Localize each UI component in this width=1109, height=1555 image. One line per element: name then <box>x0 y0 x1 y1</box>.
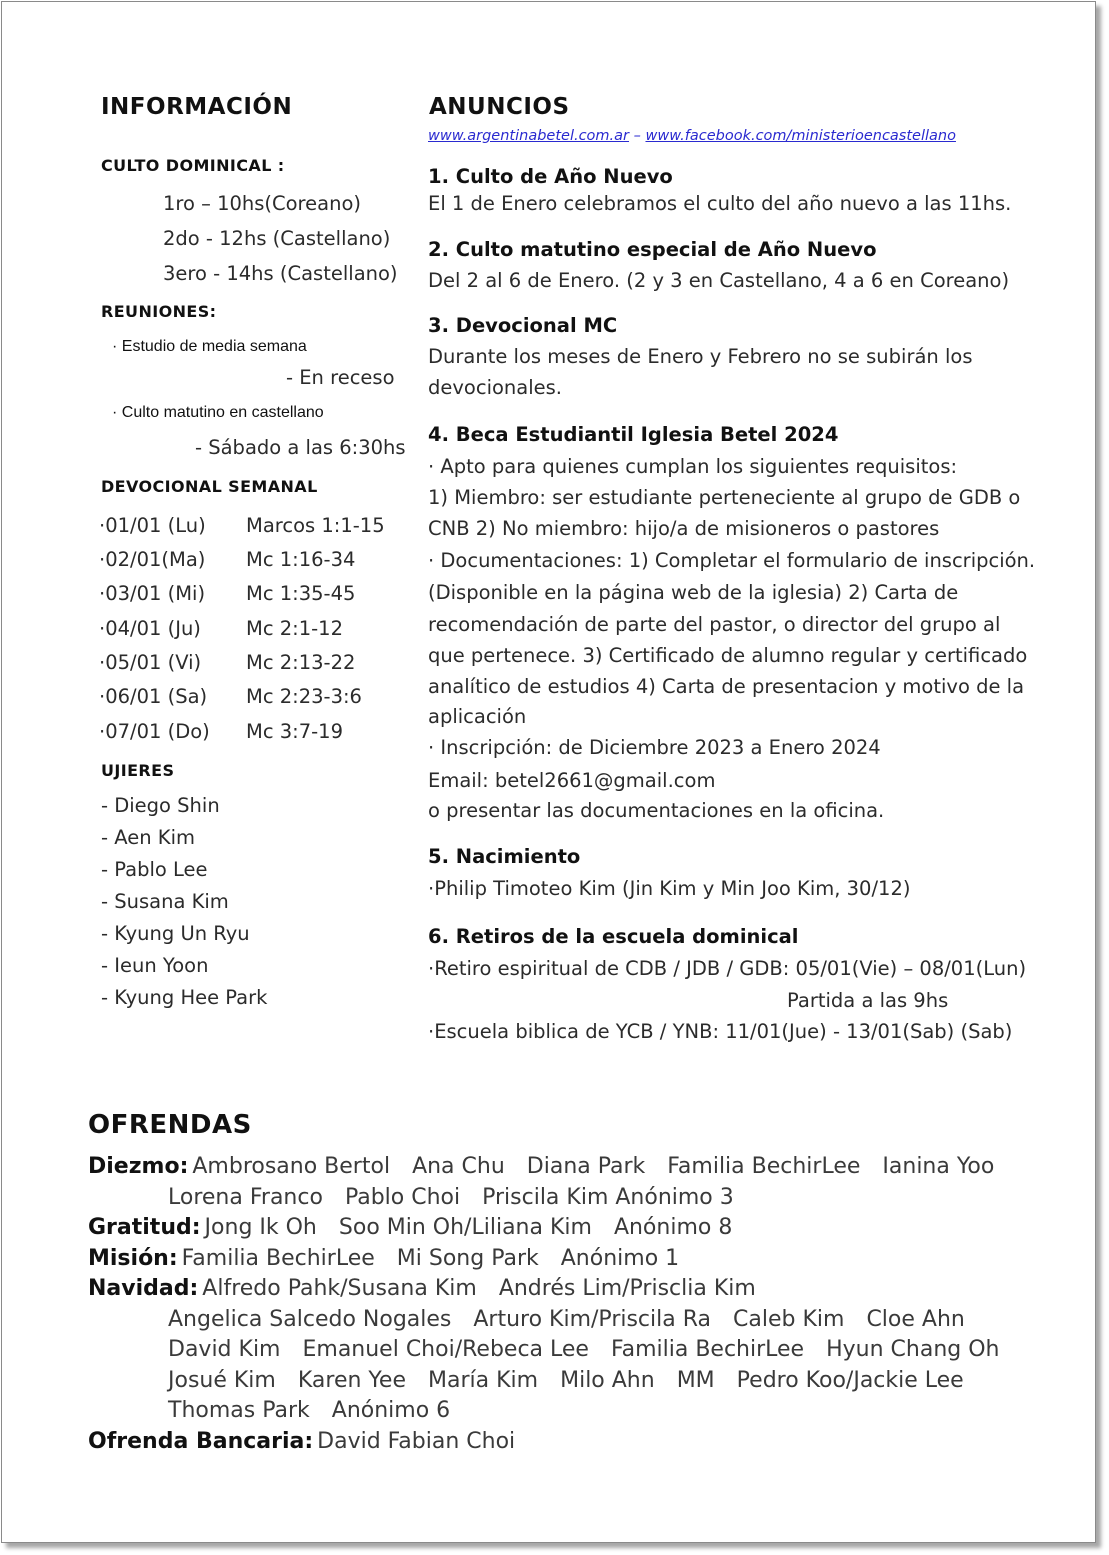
ofrenda-name: Diana Park <box>526 1154 646 1179</box>
anuncio-line: recomendación de parte del pastor, o director del grupo al <box>428 613 1001 636</box>
ofrenda-name: Alfredo Pahk/Susana Kim <box>202 1276 477 1301</box>
ujier-item: - Aen Kim <box>101 826 195 849</box>
anuncio-line: Del 2 al 6 de Enero. (2 y 3 en Castellano, 4 a 6 en Coreano) <box>428 269 1010 292</box>
ofrenda-name: María Kim <box>428 1367 539 1393</box>
ofrenda-name: Pablo Choi <box>344 1184 461 1210</box>
ofrenda-name: Priscila Kim Anónimo 3 <box>482 1184 734 1210</box>
anuncio-line: devocionales. <box>428 376 562 399</box>
devocional-ref: Mc 2:23-3:6 <box>246 685 362 708</box>
anuncio-line: ·Retiro espiritual de CDB / JDB / GDB: 05/01(Vie) – 08/01(Lun) <box>428 957 1027 980</box>
ofrenda-row <box>168 1337 1021 1362</box>
ofrenda-name: Soo Min Oh/Liliana Kim <box>338 1215 592 1240</box>
ofrenda-name: Lorena Franco <box>168 1184 323 1210</box>
ofrenda-name: Familia BechirLee <box>181 1245 375 1271</box>
devocional-ref: Marcos 1:1-15 <box>246 514 385 537</box>
reunion-name: · Estudio de media semana <box>112 338 307 355</box>
anuncio-line: (Disponible en la página web de la iglesia) 2) Carta de <box>428 581 959 604</box>
ofrenda-name: Caleb Kim <box>733 1306 845 1332</box>
ofrenda-name: Milo Ahn <box>560 1367 655 1393</box>
ofrenda-name: Hyun Chang Oh <box>826 1337 1000 1362</box>
ofrenda-name: Karen Yee <box>297 1367 407 1393</box>
anuncios-title: ANUNCIOS <box>429 94 570 120</box>
culto-time: 2do - 12hs (Castellano) <box>163 227 391 250</box>
anuncio-title: 5. Nacimiento <box>428 845 581 868</box>
anuncio-line: ·Philip Timoteo Kim (Jin Kim y Min Joo Kim, 30/12) <box>428 877 911 900</box>
ofrenda-name: Anónimo 1 <box>560 1245 680 1271</box>
anuncio-line: · Documentaciones: 1) Completar el formulario de inscripción. <box>428 549 1036 572</box>
ofrenda-name: Ambrosano Bertol <box>192 1154 391 1179</box>
anuncio-title: 1. Culto de Año Nuevo <box>428 165 673 188</box>
devocional-day: ·06/01 (Sa) <box>99 685 208 708</box>
culto-time: 3ero - 14hs (Castellano) <box>163 262 398 285</box>
ofrenda-row <box>88 1246 701 1271</box>
info-title: INFORMACIÓN <box>101 94 293 120</box>
ofrenda-name: Pedro Koo/Jackie Lee <box>736 1367 964 1393</box>
ofrenda-row <box>168 1398 472 1423</box>
devocional-ref: Mc 2:1-12 <box>246 617 343 640</box>
ujieres-label: UJIERES <box>101 761 175 780</box>
anuncio-line: 1) Miembro: ser estudiante perteneciente al grupo de GDB o <box>428 486 1021 509</box>
ofrenda-name: Familia BechirLee <box>610 1337 805 1362</box>
facebook-link[interactable]: www.facebook.com/ministerioencastellano <box>645 128 956 144</box>
devocional-ref: Mc 2:13-22 <box>246 651 356 674</box>
anuncio-line: CNB 2) No miembro: hijo/a de misioneros o pastores <box>428 517 940 540</box>
reunion-detail: - En receso <box>286 366 395 389</box>
ofrenda-name: Ana Chu <box>412 1154 505 1179</box>
ofrenda-name: Ianina Yoo <box>882 1154 995 1179</box>
ofrenda-name: Cloe Ahn <box>866 1306 965 1332</box>
ofrenda-name: Josué Kim <box>168 1367 276 1393</box>
ofrenda-row <box>168 1368 986 1393</box>
ujier-item: - Ieun Yoon <box>101 954 209 977</box>
ofrenda-row <box>88 1154 1016 1179</box>
anuncio-line: · Apto para quienes cumplan los siguientes requisitos: <box>428 455 958 478</box>
ofrenda-row <box>88 1429 537 1454</box>
devocional-label: DEVOCIONAL SEMANAL <box>101 477 318 496</box>
anuncio-line: aplicación <box>428 705 527 728</box>
devocional-day: ·07/01 (Do) <box>99 720 210 743</box>
ofrenda-label: Diezmo: <box>88 1154 189 1179</box>
ofrenda-name: Familia BechirLee <box>667 1154 861 1179</box>
ofrenda-row <box>168 1185 756 1210</box>
ofrenda-label: Misión: <box>88 1245 178 1271</box>
anuncio-line: que pertenece. 3) Certificado de alumno regular y certificado <box>428 644 1028 667</box>
devocional-ref: Mc 1:16-34 <box>246 548 356 571</box>
anuncio-line: Email: betel2661@gmail.com <box>428 769 716 792</box>
culto-time: 1ro – 10hs(Coreano) <box>163 192 361 215</box>
anuncio-line: ·Escuela biblica de YCB / YNB: 11/01(Jue) - 13/01(Sab) (Sab) <box>428 1020 1013 1043</box>
anuncio-line: Partida a las 9hs <box>787 989 949 1012</box>
anuncio-line: · Inscripción: de Diciembre 2023 a Enero 2024 <box>428 736 881 759</box>
website-link[interactable]: www.argentinabetel.com.ar <box>428 128 630 144</box>
ofrenda-name: Anónimo 8 <box>613 1215 733 1240</box>
ofrenda-label: Ofrenda Bancaria: <box>88 1428 314 1454</box>
ujier-item: - Kyung Hee Park <box>101 986 268 1009</box>
ofrenda-name: Emanuel Choi/Rebeca Lee <box>302 1337 589 1362</box>
anuncio-title: 2. Culto matutino especial de Año Nuevo <box>428 238 877 261</box>
ofrenda-name: Angelica Salcedo Nogales <box>168 1306 452 1332</box>
devocional-day: ·04/01 (Ju) <box>99 617 201 640</box>
ujier-item: - Susana Kim <box>101 890 229 913</box>
ofrenda-row <box>88 1215 754 1240</box>
ofrenda-name: Andrés Lim/Prisclia Kim <box>498 1276 756 1301</box>
devocional-day: ·03/01 (Mi) <box>99 582 206 605</box>
ofrenda-name: David Fabian Choi <box>317 1428 516 1454</box>
ofrenda-name: Thomas Park <box>168 1398 310 1423</box>
ofrenda-row <box>88 1276 778 1301</box>
devocional-ref: Mc 1:35-45 <box>246 582 356 605</box>
ofrenda-name: Jong Ik Oh <box>204 1215 317 1240</box>
ofrenda-name: Mi Song Park <box>396 1245 539 1271</box>
ofrenda-name: Anónimo 6 <box>331 1398 451 1423</box>
anuncio-line: El 1 de Enero celebramos el culto del año nuevo a las 11hs. <box>428 192 1012 215</box>
ofrendas-title: OFRENDAS <box>88 1110 252 1140</box>
devocional-day: ·01/01 (Lu) <box>99 514 206 537</box>
ofrenda-label: Navidad: <box>88 1276 199 1301</box>
link-separator: – <box>629 128 646 144</box>
reunion-name: · Culto matutino en castellano <box>112 404 324 421</box>
reuniones-label: REUNIONES: <box>101 302 217 321</box>
anuncio-line: analítico de estudios 4) Carta de presentacion y motivo de la <box>428 675 1025 698</box>
ujier-item: - Kyung Un Ryu <box>101 922 250 945</box>
reunion-detail: - Sábado a las 6:30hs <box>195 436 406 459</box>
anuncio-title: 3. Devocional MC <box>428 314 618 337</box>
ofrenda-name: Arturo Kim/Priscila Ra <box>473 1306 712 1332</box>
devocional-day: ·02/01(Ma) <box>99 548 206 571</box>
devocional-ref: Mc 3:7-19 <box>246 720 343 743</box>
ofrenda-row <box>168 1307 987 1332</box>
anuncio-title: 4. Beca Estudiantil Iglesia Betel 2024 <box>428 423 839 446</box>
ofrenda-name: MM <box>676 1367 715 1393</box>
anuncio-line: o presentar las documentaciones en la oficina. <box>428 799 885 822</box>
links-line <box>428 128 956 144</box>
ofrenda-name: David Kim <box>168 1337 281 1362</box>
devocional-day: ·05/01 (Vi) <box>99 651 202 674</box>
ujier-item: - Pablo Lee <box>101 858 208 881</box>
anuncio-line: Durante los meses de Enero y Febrero no se subirán los <box>428 345 973 368</box>
ujier-item: - Diego Shin <box>101 794 220 817</box>
culto-label: CULTO DOMINICAL : <box>101 156 285 175</box>
anuncio-title: 6. Retiros de la escuela dominical <box>428 925 799 948</box>
ofrenda-label: Gratitud: <box>88 1215 201 1240</box>
